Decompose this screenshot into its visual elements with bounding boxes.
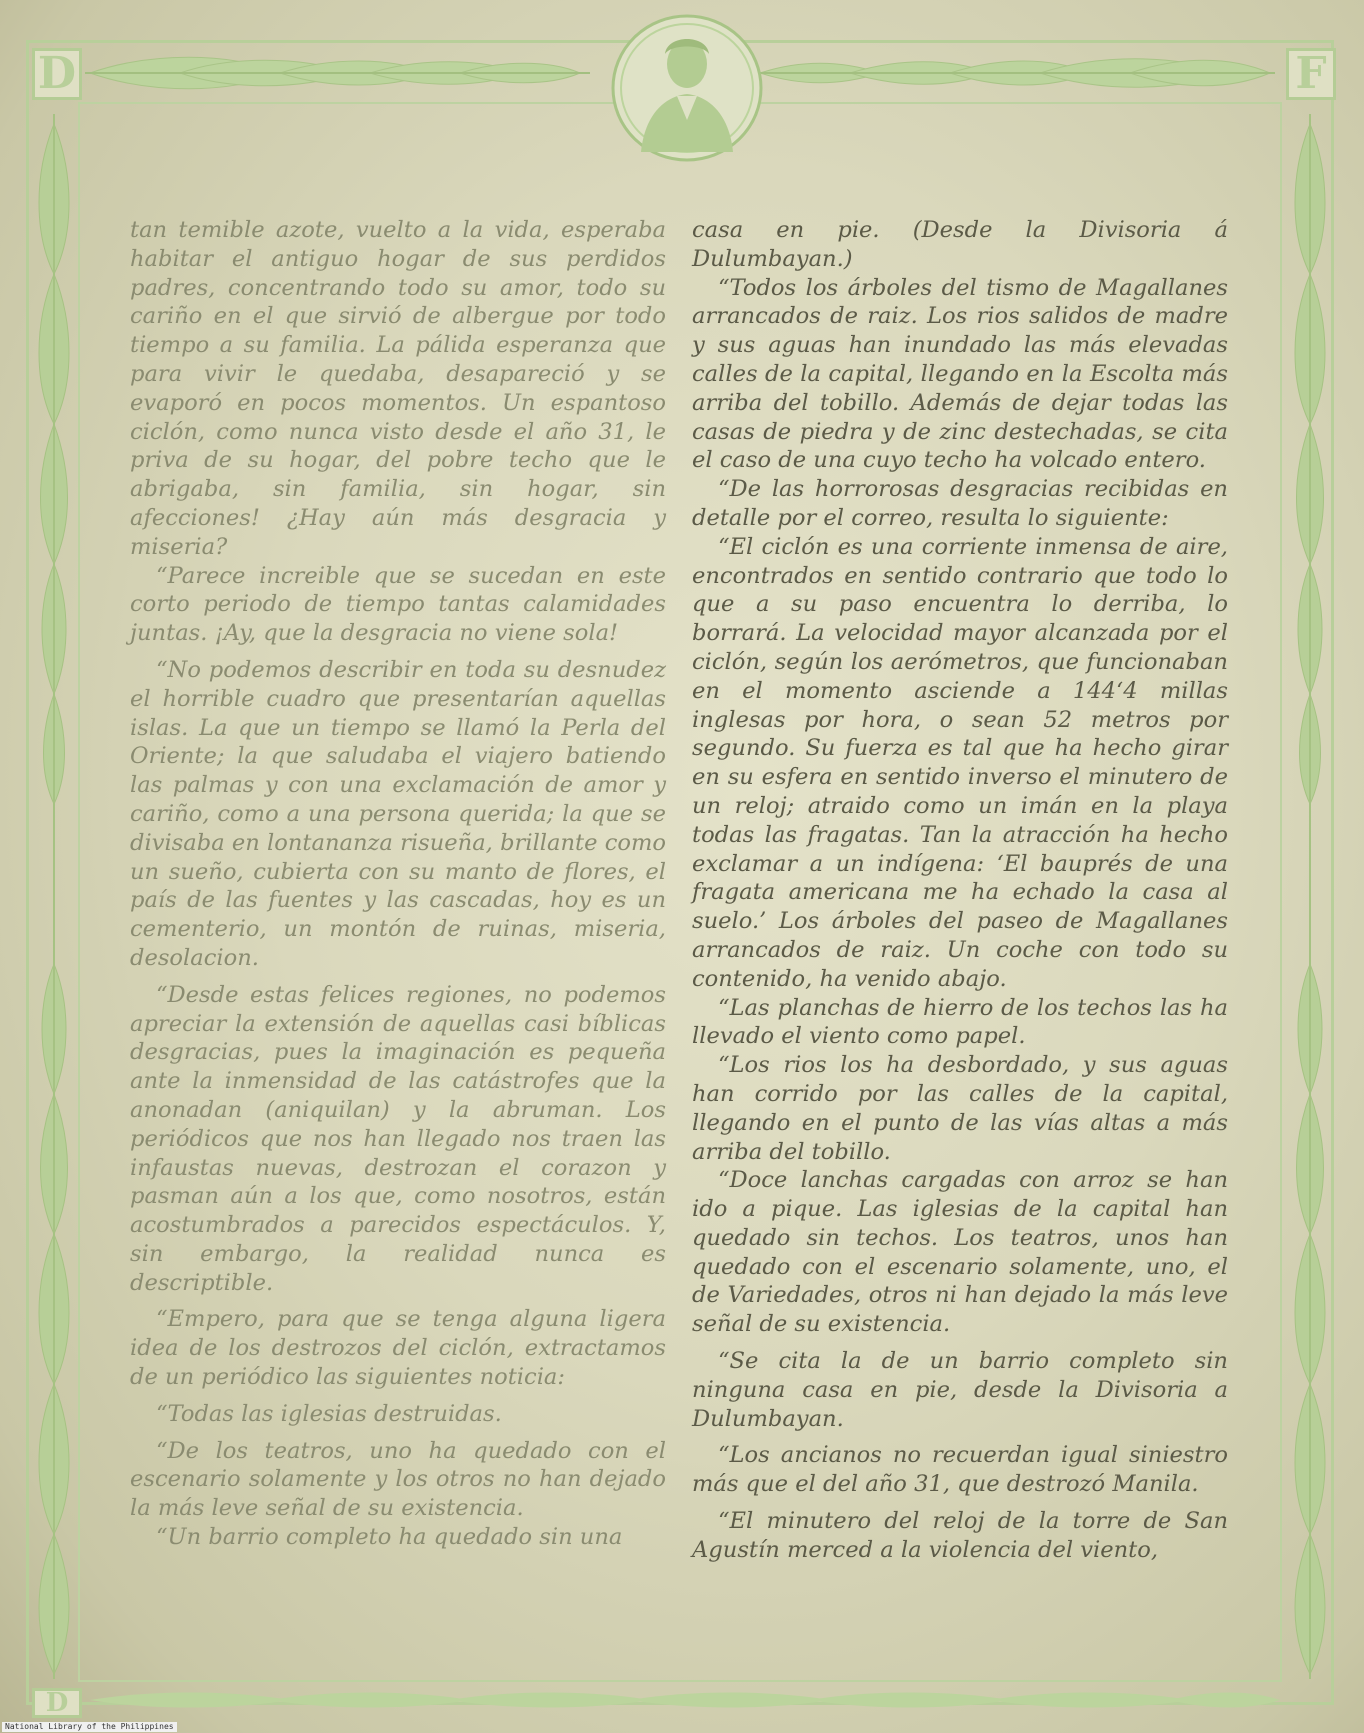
paragraph: “Todas las iglesias destruidas.: [156, 1400, 502, 1427]
paragraph: “Empero, para que se tenga alguna ligera idea de los destrozos del ciclón, extractamos de un periódico las siguientes noticia:: [130, 1306, 666, 1391]
paragraph: “De los teatros, uno ha quedado con el escenario solamente y los otros no han dejado la más leve señal de su existencia.: [130, 1437, 666, 1522]
paragraph: “Los ancianos no recuerdan igual siniestro más que el del año 31, que destrozó Manila.: [692, 1442, 1228, 1498]
paragraph: “No podemos describir en toda su desnudez el horrible cuadro que presentarían aquellas islas. La que un tiempo se llamó la Perla del Oriente; la que saludaba el viajero batiendo las palmas y con una exclamación de amor y cariño, como a una persona querida; la que se divisaba en lontananza risueña, brillante como un sueño, cubierta con su manto de flores, el país de las fuentes y las cascadas, hoy es un cementerio, un montón de ruinas, miseria, desolacion.: [130, 656, 666, 971]
paragraph: “El ciclón es una corriente inmensa de aire, encontrados en sentido contrario que todo lo que a su paso encuentra lo derriba, lo borrará. La velocidad mayor alcanzada por el ciclón, según los aerómetros, que funcionaban en el momento asciende a 144‘4 millas inglesas por hora, o sean 52 metros por segundo. Su fuerza es tal que ha hecho girar en su esfera en sentido inverso el minutero de un reloj; atraido como un imán en la playa todas las fragatas. Tan la atracción ha hecho exclamar a un indígena: ‘El bauprés de una fragata americana me ha echado la casa al suelo.’ Los árboles del paseo de Magallanes arrancados de raiz. Un coche con todo su contenido, ha venido abajo.: [692, 533, 1228, 992]
corner-letter-top-left: D: [32, 48, 82, 100]
paragraph: “Las planchas de hierro de los techos las ha llevado el viento como papel.: [692, 994, 1228, 1050]
left-leaf-garland: [30, 104, 78, 1684]
corner-letter-top-right: F: [1286, 48, 1336, 100]
paragraph: tan temible azote, vuelto a la vida, esperaba habitar el antiguo hogar de sus perdidos padres, concentrando todo su amor, todo su cariño en el que sirvió de albergue por todo tiempo a su familia. La pálida esperanza que para vivir le quedaba, desapareció y se evaporó en pocos momentos. Un espantoso ciclón, como nunca visto desde el año 31, le priva de su hogar, del pobre techo que le abrigaba, sin familia, sin hogar, sin afecciones! ¿Hay aún más desgracia y miseria?: [130, 217, 666, 560]
paragraph: “Doce lanchas cargadas con arroz se han ido a pique. Las iglesias de la capital han quedado sin techos. Los teatros, unos han quedado con el escenario solamente, uno, el de Variedades, otros ni han dejado la más leve señal de su existencia.: [692, 1167, 1228, 1338]
library-credit: National Library of the Philippines: [2, 1722, 177, 1732]
paragraph: “El minutero del reloj de la torre de San Agustín merced a la violencia del viento,: [692, 1508, 1228, 1563]
right-leaf-garland: [1286, 104, 1334, 1684]
paragraph: casa en pie. (Desde la Divisoria á Dulumbayan.): [692, 217, 1228, 272]
left-text-column: [130, 216, 666, 1552]
paragraph: “Desde estas felices regiones, no podemos apreciar la extensión de aquellas casi bíblicas desgracias, pues la imaginación es pequeña ante la inmensidad de las catástrofes que la anonadan (aniquilan) y la abruman. Los periódicos que nos han llegado nos traen las infaustas nuevas, destrozan el corazon y pasman aún a los que, como nosotros, están acostumbrados a parecidos espectáculos. Y, sin embargo, la realidad nunca es descriptible.: [130, 981, 666, 1296]
bottom-leaf-garland: [30, 1690, 1330, 1710]
paragraph: “Parece increible que se sucedan en este corto periodo de tiempo tantas calamidades juntas. ¡Ay, que la desgracia no viene sola!: [130, 562, 666, 647]
paragraph: “Un barrio completo ha quedado sin una: [156, 1524, 623, 1551]
portrait-medallion-icon: [607, 12, 767, 164]
paragraph: “Se cita la de un barrio completo sin ninguna casa en pie, desde la Divisoria a Dulumbayan.: [692, 1348, 1228, 1432]
corner-letter-bottom-left: D: [32, 1688, 82, 1718]
paragraph: “Todos los árboles del tismo de Magallanes arrancados de raiz. Los rios salidos de madre y sus aguas han inundado las más elevadas calles de la capital, llegando en la Escolta más arriba del tobillo. Además de dejar todas las casas de piedra y de zinc destechadas, se cita el caso de una cuyo techo ha volcado entero.: [692, 274, 1228, 474]
right-text-column: [692, 216, 1228, 1565]
paragraph: “Los rios los ha desbordado, y sus aguas han corrido por las calles de la capital, llegando en el punto de las vías altas a más arriba del tobillo.: [692, 1052, 1228, 1165]
paragraph: “De las horrorosas desgracias recibidas en detalle por el correo, resulta lo siguiente:: [692, 476, 1228, 531]
